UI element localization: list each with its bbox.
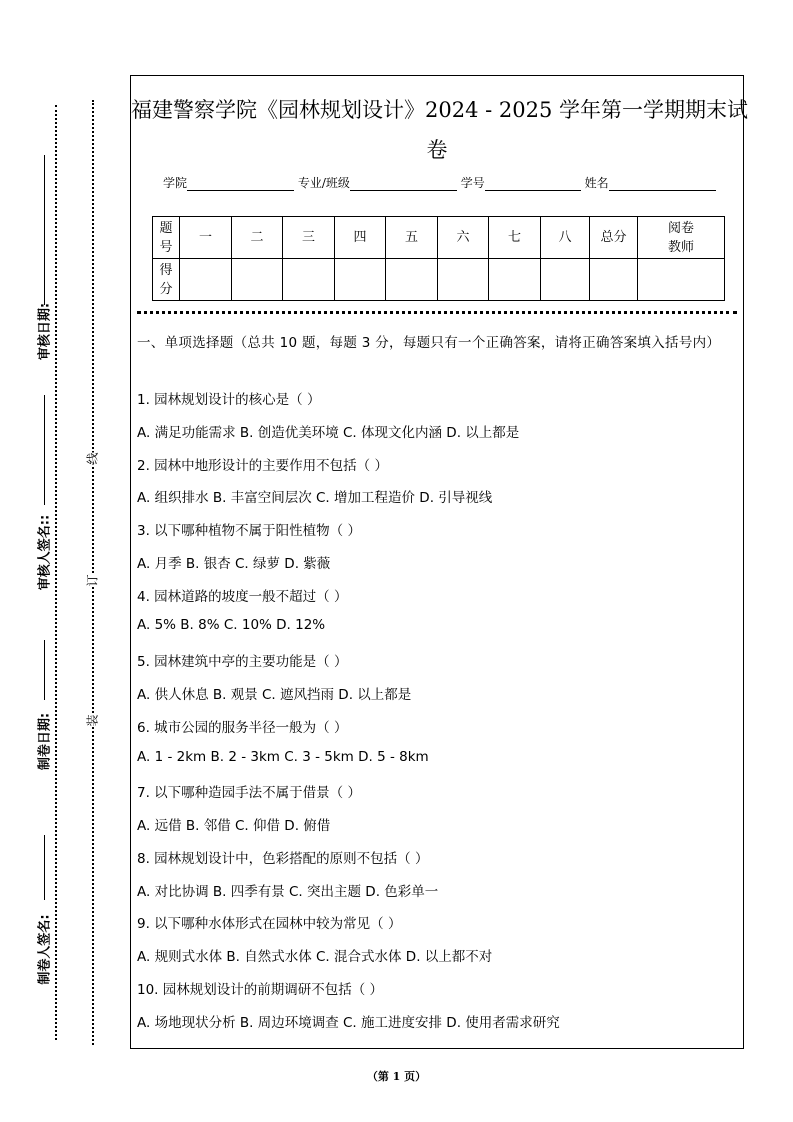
col-header-total: 总分 (590, 217, 638, 259)
score-cell[interactable] (541, 259, 590, 301)
header-cell-question-no: 题 号 (153, 217, 180, 259)
college-label: 学院 (163, 176, 188, 190)
section-1-title: 一、单项选择题（总共 10 题，每题 3 分，每题只有一个正确答案，请将正确答案填入括号内） (137, 335, 721, 351)
name-label: 姓名 (584, 176, 609, 190)
student-id-label: 学号 (460, 176, 485, 190)
col-header: 六 (438, 217, 489, 259)
header-cell-grader: 阅卷 教师 (638, 217, 725, 259)
title-line-2: 卷 (426, 138, 448, 162)
question-text: 3. 以下哪种植物不属于阳性植物（ ） (137, 523, 361, 539)
maker-sign-line (44, 835, 45, 900)
question-options: A. 供人休息 B. 观景 C. 遮风挡雨 D. 以上都是 (137, 687, 412, 703)
student-id-blank[interactable] (485, 177, 581, 191)
major-blank[interactable] (350, 177, 457, 191)
question-text: 1. 园林规划设计的核心是（ ） (137, 392, 321, 408)
col-header: 七 (489, 217, 541, 259)
score-cell[interactable] (283, 259, 335, 301)
student-info-row (163, 174, 716, 191)
question-options: A. 满足功能需求 B. 创造优美环境 C. 体现文化内涵 D. 以上都是 (137, 425, 520, 441)
binding-word-line: 线 (82, 452, 103, 464)
question-options: A. 月季 B. 银杏 C. 绿萝 D. 紫薇 (137, 556, 331, 572)
question-options: A. 5% B. 8% C. 10% D. 12% (137, 617, 326, 633)
question-options: A. 对比协调 B. 四季有景 C. 突出主题 D. 色彩单一 (137, 884, 439, 900)
dotted-separator (137, 311, 737, 314)
question-text: 7. 以下哪种造园手法不属于借景（ ） (137, 785, 361, 801)
score-cell-total[interactable] (590, 259, 638, 301)
maker-date-line (44, 640, 45, 700)
question-text: 9. 以下哪种水体形式在园林中较为常见（ ） (137, 916, 402, 932)
header-cell-score: 得 分 (153, 259, 180, 301)
question-options: A. 场地现状分析 B. 周边环境调查 C. 施工进度安排 D. 使用者需求研究 (137, 1015, 560, 1031)
binding-dotted-line (92, 100, 94, 1045)
title-line-1: 福建警察学院《园林规划设计》2024 - 2025 学年第一学期期末试 (131, 98, 749, 122)
maker-sign-label: 制卷人签名: (37, 914, 53, 985)
page-number: （第 1 页） (366, 1070, 427, 1083)
binding-word-order: 订 (82, 574, 103, 586)
reviewer-date-label: 审核日期: (37, 302, 53, 361)
question-text: 2. 园林中地形设计的主要作用不包括（ ） (137, 458, 388, 474)
col-header: 四 (335, 217, 386, 259)
major-label: 专业/班级 (297, 176, 350, 190)
question-text: 10. 园林规划设计的前期调研不包括（ ） (137, 982, 384, 998)
col-header: 一 (180, 217, 232, 259)
score-table-score-row (153, 259, 725, 301)
col-header: 五 (386, 217, 438, 259)
score-cell[interactable] (438, 259, 489, 301)
college-blank[interactable] (187, 177, 294, 191)
reviewer-date-line (44, 155, 45, 305)
score-cell[interactable] (232, 259, 283, 301)
col-header: 三 (283, 217, 335, 259)
question-options: A. 1 - 2km B. 2 - 3km C. 3 - 5km D. 5 - 8km (137, 749, 429, 765)
score-cell[interactable] (489, 259, 541, 301)
maker-date-label: 制卷日期: (37, 712, 53, 771)
score-cell[interactable] (386, 259, 438, 301)
section-1 (137, 332, 735, 1031)
left-dotted-line (55, 105, 57, 1040)
question-text: 4. 园林道路的坡度一般不超过（ ） (137, 589, 348, 605)
question-text: 6. 城市公园的服务半径一般为（ ） (137, 720, 348, 736)
exam-frame (130, 75, 749, 1049)
col-header: 八 (541, 217, 590, 259)
score-table (152, 216, 725, 301)
question-options: A. 远借 B. 邻借 C. 仰借 D. 俯借 (137, 818, 331, 834)
question-text: 8. 园林规划设计中，色彩搭配的原则不包括（ ） (137, 851, 429, 867)
grader-cell[interactable] (638, 259, 725, 301)
exam-title (131, 90, 749, 170)
reviewer-sign-label: 审核人签名:: (37, 514, 53, 591)
question-options: A. 规则式水体 B. 自然式水体 C. 混合式水体 D. 以上都不对 (137, 949, 493, 965)
question-options: A. 组织排水 B. 丰富空间层次 C. 增加工程造价 D. 引导视线 (137, 490, 493, 506)
col-header: 二 (232, 217, 283, 259)
score-table-header-row (153, 217, 725, 259)
question-text: 5. 园林建筑中亭的主要功能是（ ） (137, 654, 348, 670)
score-cell[interactable] (180, 259, 232, 301)
name-blank[interactable] (609, 177, 716, 191)
binding-word-bind: 装 (82, 714, 103, 726)
reviewer-sign-line (44, 395, 45, 505)
score-cell[interactable] (335, 259, 386, 301)
